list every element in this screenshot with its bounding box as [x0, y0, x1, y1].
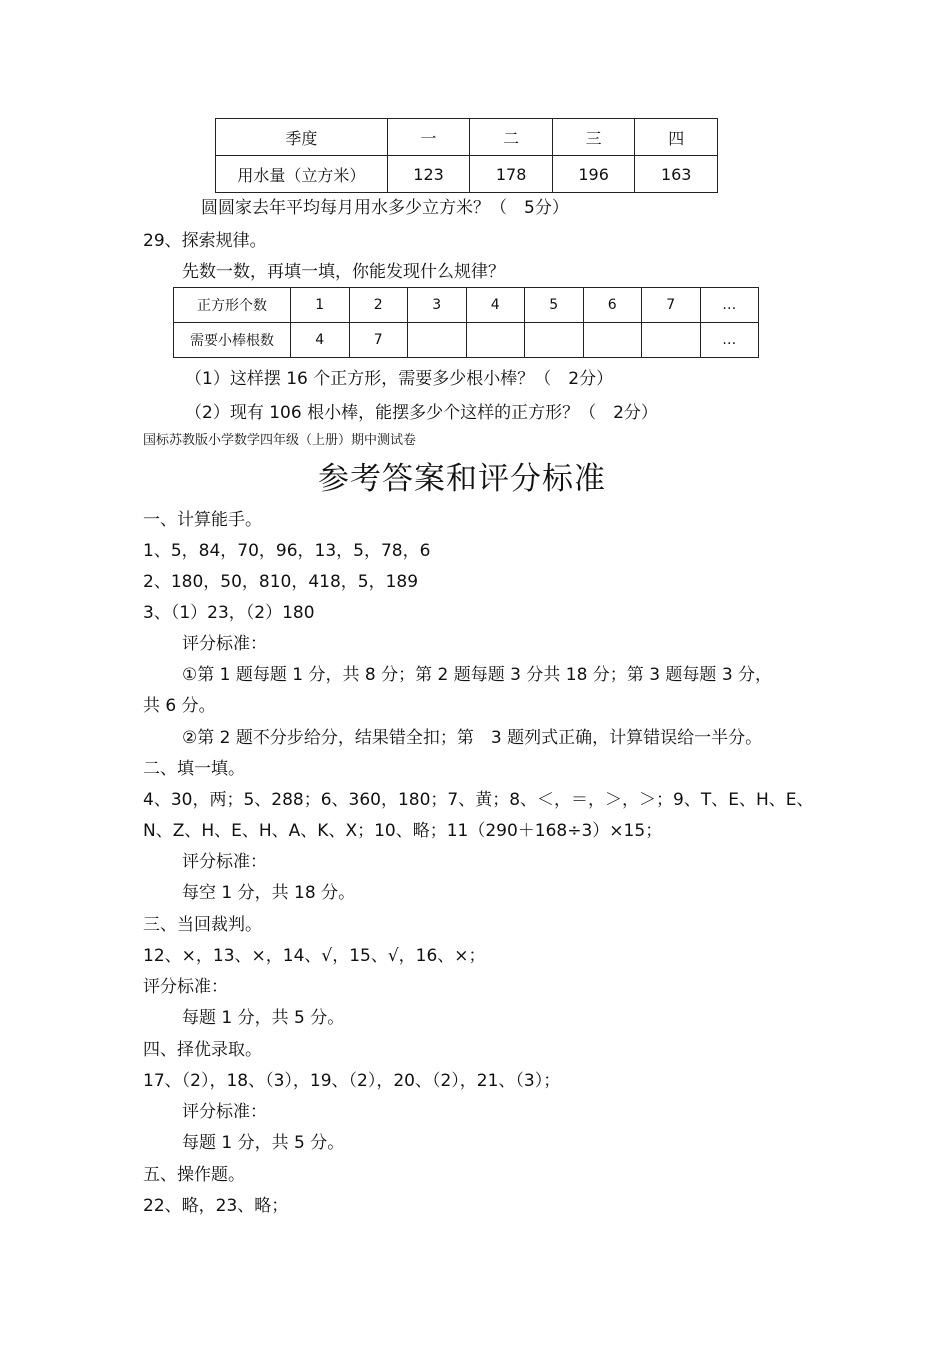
answer-line: 3、（1）23，（2）180	[143, 603, 315, 623]
answer-line: 12、×，13、×，14、√，15、√，16、×；	[143, 946, 486, 966]
table-cell: 7	[642, 288, 701, 323]
table-cell: 196	[552, 156, 635, 193]
q29-intro: 先数一数，再填一填，你能发现什么规律？	[182, 262, 505, 282]
answer-line: 17、（2），18、（3），19、（2），20、（2），21、（3）；	[143, 1071, 561, 1091]
scoring-label: 评分标准：	[182, 1102, 267, 1122]
table-cell: 3	[408, 288, 467, 323]
scoring-line: ②第 2 题不分步给分，结果错全扣；第 3 题列式正确，计算错误给一半分。	[182, 728, 763, 748]
exam-name: 国标苏教版小学数学四年级（上册）期中测试卷	[143, 433, 417, 448]
table-cell: 1	[291, 288, 350, 323]
table-cell: 三	[552, 119, 635, 156]
answer-line: N、Z、H、E、H、A、K、X；10、略；11（290＋168÷3）×15；	[143, 821, 663, 841]
section-heading: 四、择优录取。	[143, 1040, 262, 1060]
section-heading: 一、计算能手。	[143, 510, 262, 530]
answer-line: 2、180，50，810，418，5，189	[143, 572, 419, 592]
table-cell: 一	[387, 119, 470, 156]
table-cell: 用水量（立方米）	[216, 156, 388, 193]
table-cell: 四	[635, 119, 718, 156]
table-cell: 6	[583, 288, 642, 323]
scoring-label: 评分标准：	[182, 634, 267, 654]
table-cell: 5	[525, 288, 584, 323]
scoring-label: 评分标准：	[182, 852, 267, 872]
answer-title: 参考答案和评分标准	[318, 461, 606, 497]
scoring-line: ①第 1 题每题 1 分，共 8 分；第 2 题每题 3 分共 18 分；第 3 题每题 3 分，	[182, 665, 773, 685]
table-cell: …	[700, 288, 759, 323]
scoring-line: 每题 1 分，共 5 分。	[182, 1133, 345, 1153]
table-cell: 正方形个数	[174, 288, 291, 323]
table-cell: 4	[291, 323, 350, 358]
table-cell	[525, 323, 584, 358]
q29-sub-question-2: （2）现有 106 根小棒，能摆多少个这样的正方形？（ 2分）	[185, 403, 658, 423]
answer-line: 4、30，两；5、288；6、360，180；7、黄；8、＜，＝，＞，＞；9、T、E、H、E、	[143, 790, 814, 810]
table-cell: 4	[466, 288, 525, 323]
table-cell	[642, 323, 701, 358]
water-usage-table	[215, 118, 718, 193]
scoring-line: 每空 1 分，共 18 分。	[182, 883, 356, 903]
table-cell: 需要小棒根数	[174, 323, 291, 358]
section-heading: 五、操作题。	[143, 1165, 245, 1185]
scoring-label: 评分标准：	[143, 977, 228, 997]
table-cell	[466, 323, 525, 358]
table-cell: 7	[349, 323, 408, 358]
table-cell: 163	[635, 156, 718, 193]
section-heading: 二、填一填。	[143, 759, 245, 779]
table-row	[174, 323, 759, 358]
stick-pattern-table	[173, 287, 759, 358]
table-row	[174, 288, 759, 323]
table-row	[216, 156, 718, 193]
q29-sub-question-1: （1）这样摆 16 个正方形，需要多少根小棒？（ 2分）	[185, 369, 614, 389]
q29-title: 29、探索规律。	[143, 231, 267, 251]
table-cell: 178	[470, 156, 553, 193]
table-cell: 季度	[216, 119, 388, 156]
table-row	[216, 119, 718, 156]
scoring-line: 每题 1 分，共 5 分。	[182, 1008, 345, 1028]
table-cell: …	[700, 323, 759, 358]
table-cell	[408, 323, 467, 358]
table-cell	[583, 323, 642, 358]
table-cell: 2	[349, 288, 408, 323]
q28-question: 圆圆家去年平均每月用水多少立方米？（ 5分）	[201, 198, 569, 218]
answer-line: 1、5，84，70，96，13，5，78，6	[143, 541, 431, 561]
scoring-line: 共 6 分。	[143, 696, 216, 716]
table-cell: 二	[470, 119, 553, 156]
section-heading: 三、当回裁判。	[143, 915, 262, 935]
table-cell: 123	[387, 156, 470, 193]
answer-line: 22、略，23、略；	[143, 1196, 289, 1216]
